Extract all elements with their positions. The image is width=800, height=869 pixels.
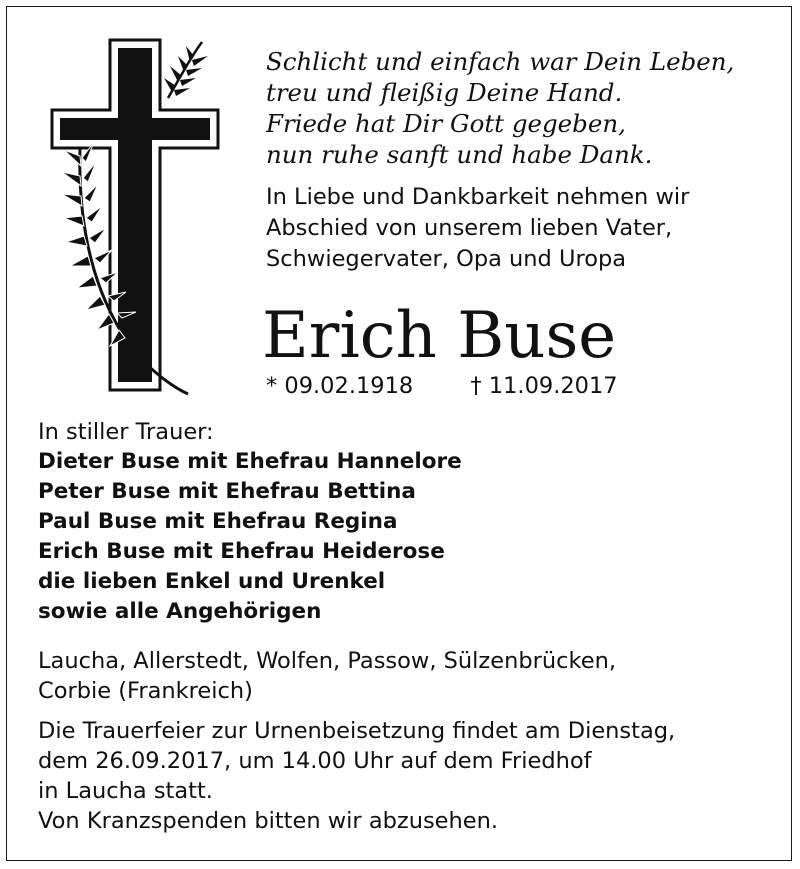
intro-line: In Liebe und Dankbarkeit nehmen wir xyxy=(266,184,690,210)
mourner-name: Dieter Buse mit Ehefrau Hannelore xyxy=(38,449,462,474)
mourner-name: die lieben Enkel und Urenkel xyxy=(38,569,386,594)
mourner-name: Erich Buse mit Ehefrau Heiderose xyxy=(38,539,445,564)
poem-line: treu und fleißig Deine Hand. xyxy=(266,78,623,107)
mourner-name: Peter Buse mit Ehefrau Bettina xyxy=(38,479,416,504)
life-dates xyxy=(266,371,618,401)
ceremony-line: Die Trauerfeier zur Urnenbeisetzung findet am Dienstag, xyxy=(38,718,676,744)
poem-line: nun ruhe sanft und habe Dank. xyxy=(266,140,653,169)
intro-line: Schwiegervater, Opa und Uropa xyxy=(266,246,627,272)
places-line: Corbie (Frankreich) xyxy=(38,678,253,704)
death-date: † 11.09.2017 xyxy=(470,373,618,399)
ceremony-info xyxy=(38,716,675,836)
deceased-name: Erich Buse xyxy=(262,299,617,373)
ceremony-line: in Laucha statt. xyxy=(38,778,213,804)
poem-line: Schlicht und einfach war Dein Leben, xyxy=(266,47,735,76)
intro-text xyxy=(266,182,776,275)
poem xyxy=(266,46,776,170)
cross-with-palm-branch-icon xyxy=(50,38,220,398)
ceremony-line: Von Kranzspenden bitten wir abzusehen. xyxy=(38,808,499,834)
birth-date: * 09.02.1918 xyxy=(266,373,414,399)
ceremony-line: dem 26.09.2017, um 14.00 Uhr auf dem Friedhof xyxy=(38,748,592,774)
poem-line: Friede hat Dir Gott gegeben, xyxy=(266,109,626,138)
places-line: Laucha, Allerstedt, Wolfen, Passow, Sülzenbrücken, xyxy=(38,648,616,674)
mourner-name: Paul Buse mit Ehefrau Regina xyxy=(38,509,398,534)
intro-line: Abschied von unserem lieben Vater, xyxy=(266,215,673,241)
mourners-list xyxy=(38,417,462,627)
places xyxy=(38,646,616,706)
mourners-lead: In stiller Trauer: xyxy=(38,419,214,445)
mourner-name: sowie alle Angehörigen xyxy=(38,599,322,624)
